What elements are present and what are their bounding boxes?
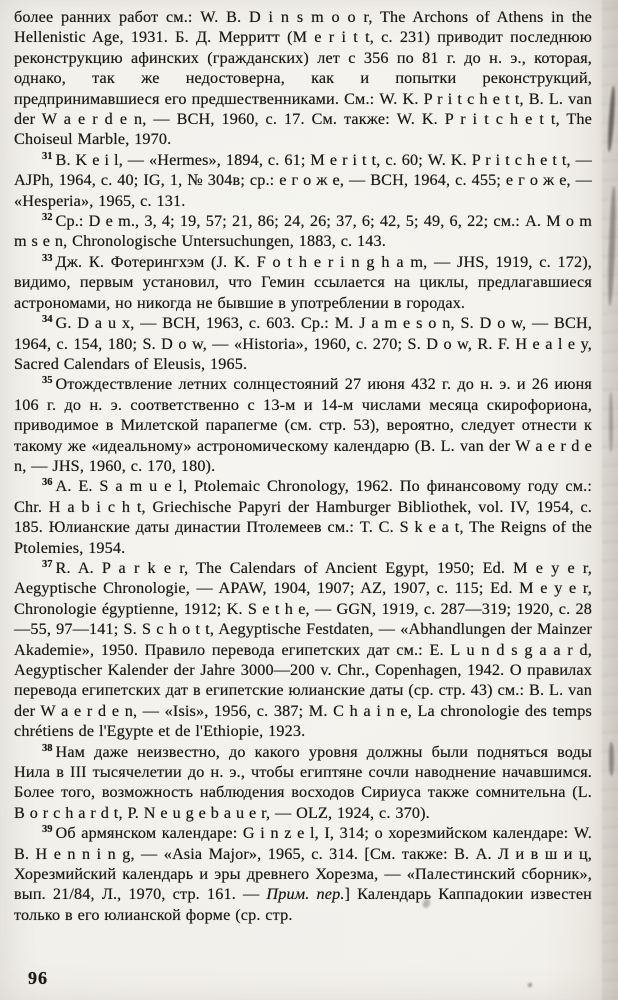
translator-note-label: Прим. пер. <box>266 885 345 904</box>
footnotes-text-column <box>14 7 592 925</box>
footnote-36 <box>14 476 592 558</box>
scan-smudge <box>609 742 614 776</box>
scan-smudge <box>609 392 613 452</box>
footnote-text: A. E. S a m u e l, Ptolemaic Chronology, 1962. По финансовому году см.: Chr. H a b i c h t, Griechische Papyri der Hamburger Bibliothek, vol. IV, 1954, с. 185. Юлианские даты династии Птолемеев см.: T. C. S k e a t, The Reigns of the Ptolemies, 1954. <box>14 477 592 557</box>
footnote-38 <box>14 742 592 824</box>
scan-smudge <box>528 983 532 987</box>
footnote-text: Ср.: D e m., 3, 4; 19, 57; 21, 86; 24, 26; 37, 6; 42, 5; 49, 6, 22; см.: A. M o m m s e n, Chronologische Untersuchungen, 1883, с. 143. <box>14 212 592 251</box>
footnote-text: G. D a u x, — BCH, 1963, с. 603. Ср.: M. J a m e s o n, S. D o w, — BCH, 1964, с. 154, 180; S. D o w, — «Historia», 1960, с. 270; S. D o w, R. F. H e a l e y, Sacred Calendars of Eleusis, 1965. <box>14 314 592 373</box>
continuation-paragraph <box>14 7 592 150</box>
footnote-marker-37: 37 <box>42 558 53 570</box>
footnote-marker-36: 36 <box>42 477 53 489</box>
footnote-35 <box>14 374 592 476</box>
footnote-text: Нам даже неизвестно, до какого уровня должны были подняться воды Нила в III тысячелетии до н. э., чтобы египтяне сочли наводнение начавшимся. Более того, возможность наблюдения восходов Сириуса также сомнительна (L. B o r c h a r d t, P. N e u g e b a u e r, — OLZ, 1924, с. 370). <box>14 742 592 822</box>
footnote-text: более ранних работ см.: W. B. D i n s m o o r, The Archons of Athens in the Hellenistic Age, 1931. Б. Д. Мерритт (M e r i t t, с. 231) приводит последнюю реконструкцию афинских (гражданских) лет с 356 по 81 г. до н. э., которая, однако, так же недостоверна, как и попытки реконструкций, предпринимавшиеся его предшественниками. См.: W. K. P r i t c h e t t, B. L. van der W a e r d e n, — BCH, 1960, с. 17. См. также: W. K. P r i t c h e t t, The Choiseul Marble, 1970. <box>14 8 592 149</box>
footnote-32 <box>14 211 592 252</box>
footnote-text: Дж. К. Фотерингхэм (J. K. F o t h e r i n g h a m, — JHS, 1919, с. 172), видимо, первым установил, что Гемин ссылается на циклы, предлагавшиеся астрономами, но никогда не бывшие в употреблении в городах. <box>14 252 592 312</box>
footnote-31 <box>14 150 592 211</box>
footnote-marker-31: 31 <box>42 150 53 162</box>
footnote-text: B. K e i l, — «Hermes», 1894, с. 61; M e r i t t, с. 60; W. K. P r i t c h e t t, — AJPh, 1964, с. 40; IG, 1, № 304в; ср.: е г о ж е, — BCH, 1964, с. 455; е г о ж е, — «Hesperia», 1965, с. 131. <box>14 150 592 210</box>
footnote-text: Отождествление летних солнцестояний 27 июня 432 г. до н. э. и 26 июня 106 г. до н. э. соответственно с 13-м и 14-м числами месяца скирофориона, приводимое в Милетской парапегме (см. стр. 53), вероятно, следует отнести к такому же «идеальному» астрономическому календарю (B. L. van der W a e r d e n, — JHS, 1960, с. 170, 180). <box>14 375 592 475</box>
footnote-39 <box>14 823 592 925</box>
footnote-marker-34: 34 <box>42 314 53 326</box>
footnote-34 <box>14 313 592 374</box>
page-number: 96 <box>28 968 48 988</box>
footnote-marker-39: 39 <box>42 824 53 836</box>
footnote-marker-33: 33 <box>42 252 53 264</box>
footnote-marker-35: 35 <box>42 375 53 387</box>
footnote-marker-32: 32 <box>42 212 53 224</box>
footnote-marker-38: 38 <box>42 742 53 754</box>
footnote-37 <box>14 558 592 742</box>
footnote-text: Об армянском календаре: G i n z e l, I, 314; о хорезмийском календаре: W. B. H e n n i n g, — «Asia Major», 1965, с. 314. [См. также: В. А. Л и в ш и ц, Хорезмийский календарь и эры древнего Хорезма, — «Палестинский сборник», вып. 21/84, Л., 1970, стр. 161. — <box>14 824 592 904</box>
footnote-text: ] Календарь Каппадокии известен только в его юлианской форме (ср. стр. <box>14 885 592 924</box>
footnote-text: R. A. P a r k e r, The Calendars of Ancient Egypt, 1950; Ed. M e y e r, Aegyptische Chronologie, — APAW, 1904, 1907; AZ, 1907, с. 115; Ed. M e y e r, Chronologie égyptienne, 1912; K. S e t h e, — GGN, 1919, с. 287—319; 1920, с. 28—55, 97—141; S. S c h o t t, Aegyptische Festdaten, — «Abhandlungen der Mainzer Akademie», 1950. Правило перевода египетских дат см.: E. L u n d s g a a r d, Aegyptischer Kalender der Jahre 3000—200 v. Chr., Copenhagen, 1942. О правилах перевода египетских дат в египетские юлианские даты (ср. стр. 43) см.: B. L. van der W a e r d e n, — «Isis», 1956, с. 387; M. C h a i n e, La chronologie des temps chrétiens de l'Egypte et de l'Ethiopie, 1923. <box>14 558 592 741</box>
footnote-33 <box>14 252 592 313</box>
